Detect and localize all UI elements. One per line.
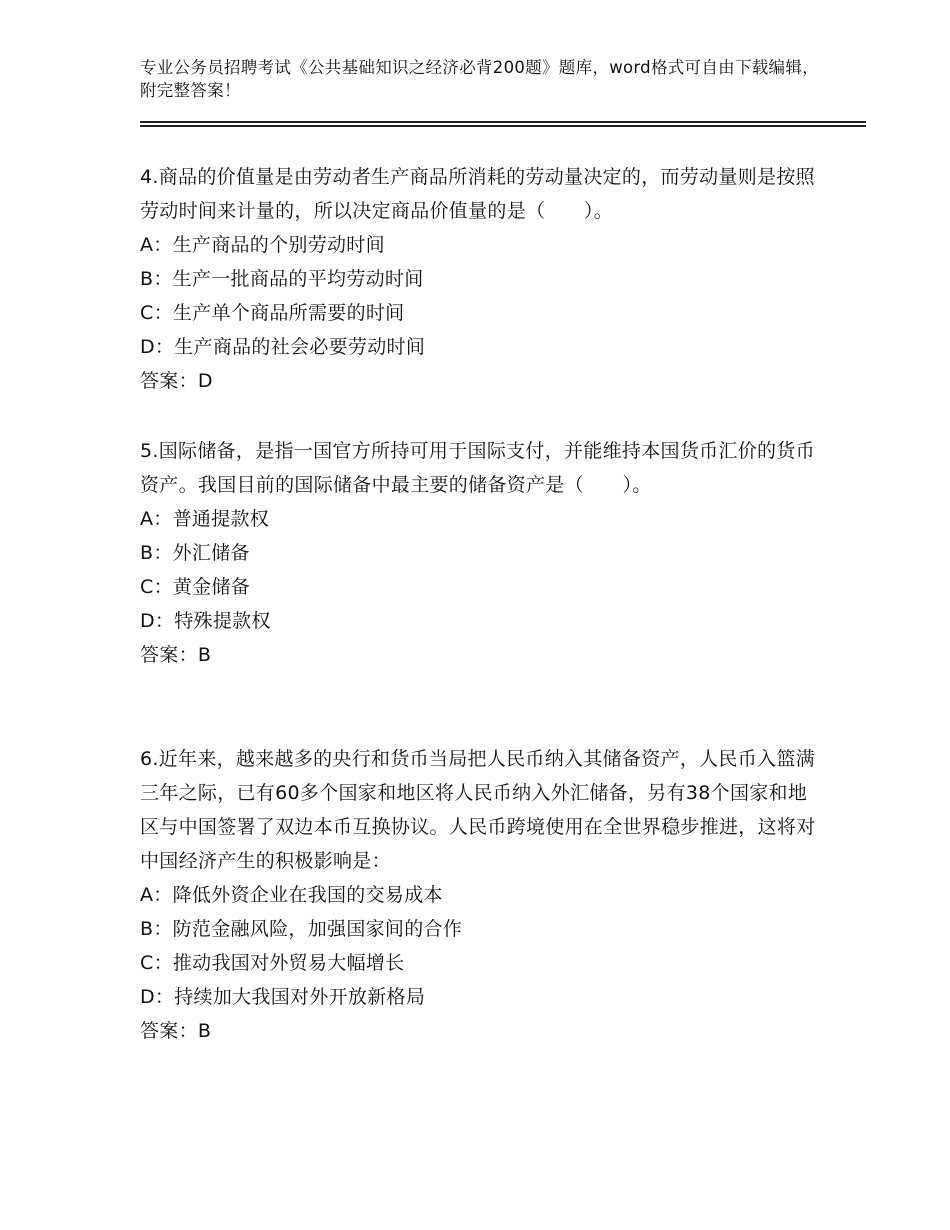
option-a: A：降低外资企业在我国的交易成本 xyxy=(140,884,443,906)
option-c: C：生产单个商品所需要的时间 xyxy=(140,302,405,324)
option-d: D：生产商品的社会必要劳动时间 xyxy=(140,336,426,358)
question-stem: 6.近年来，越来越多的央行和货币当局把人民币纳入其储备资产，人民币入篮满三年之际，已有60多个国家和地区将人民币纳入外汇储备，另有38个国家和地区与中国签署了双边本币互换协议。人民币跨境使用在全世界稳步推进，这将对中国经济产生的积极影响是： xyxy=(140,748,816,872)
question-4 xyxy=(140,160,820,398)
question-stem: 4.商品的价值量是由劳动者生产商品所消耗的劳动量决定的，而劳动量则是按照劳动时间来计量的，所以决定商品价值量的是（ ）。 xyxy=(140,166,815,222)
option-d: D：持续加大我国对外开放新格局 xyxy=(140,986,426,1008)
header-divider xyxy=(140,121,866,123)
answer: 答案：B xyxy=(140,644,212,666)
option-c: C：推动我国对外贸易大幅增长 xyxy=(140,952,405,974)
question-6 xyxy=(140,742,820,1048)
question-5 xyxy=(140,434,820,672)
question-stem: 5.国际储备，是指一国官方所持可用于国际支付，并能维持本国货币汇价的货币资产。我国目前的国际储备中最主要的储备资产是（ ）。 xyxy=(140,440,815,496)
option-b: B：生产一批商品的平均劳动时间 xyxy=(140,268,424,290)
option-b: B：防范金融风险，加强国家间的合作 xyxy=(140,918,463,940)
document-header: 专业公务员招聘考试《公共基础知识之经济必背200题》题库，word格式可自由下载编辑，附完整答案！ xyxy=(140,58,819,100)
option-d: D：特殊提款权 xyxy=(140,610,271,632)
option-a: A：生产商品的个别劳动时间 xyxy=(140,234,385,256)
option-b: B：外汇储备 xyxy=(140,542,250,564)
header-divider-second xyxy=(140,125,866,127)
option-c: C：黄金储备 xyxy=(140,576,251,598)
option-a: A：普通提款权 xyxy=(140,508,270,530)
answer: 答案：B xyxy=(140,1020,212,1042)
answer: 答案：D xyxy=(140,370,213,392)
